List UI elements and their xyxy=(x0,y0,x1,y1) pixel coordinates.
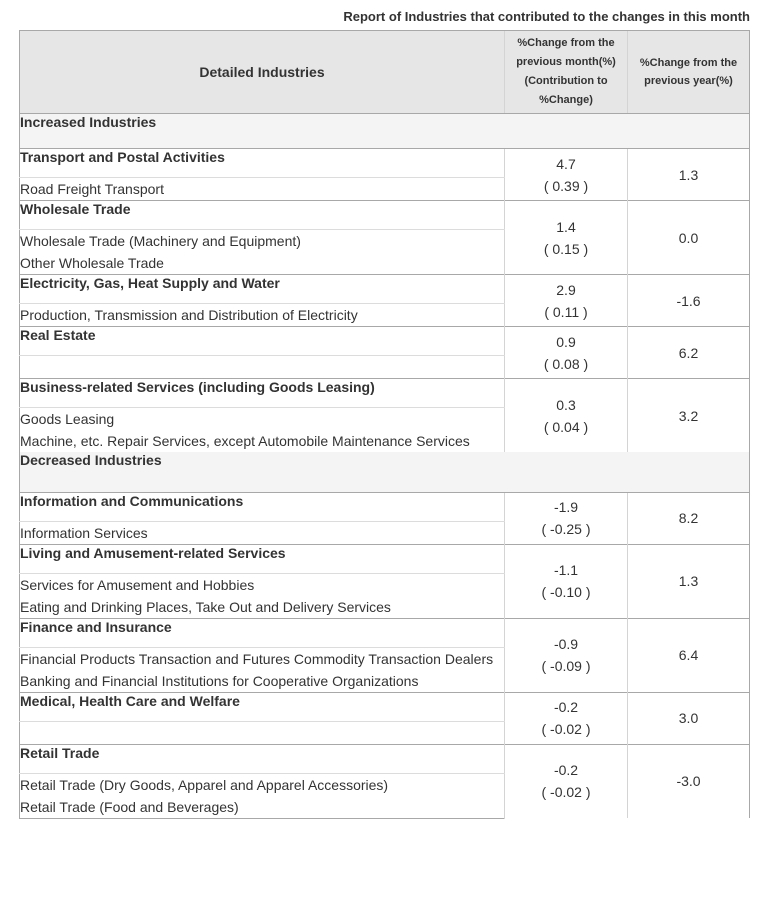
year-change-value: 6.2 xyxy=(628,327,750,379)
month-change-cell xyxy=(505,327,628,379)
section-row xyxy=(20,114,750,149)
month-change-value: -1.9 xyxy=(553,499,579,515)
year-change-value: 3.2 xyxy=(628,379,750,453)
month-change-value: 2.9 xyxy=(556,281,576,298)
sub-industries xyxy=(20,178,505,201)
month-change-value: 0.3 xyxy=(556,396,576,413)
sub-industry-name: Banking and Financial Institutions for Cooperative Organizations xyxy=(20,672,419,689)
industry-row xyxy=(20,275,750,304)
contribution-value: ( 0.08 ) xyxy=(543,355,589,372)
contribution-value: ( -0.02 ) xyxy=(541,784,591,801)
contribution-value: ( -0.09 ) xyxy=(541,658,591,674)
header-month-change: %Change from the previous month(%) (Contribution to %Change) xyxy=(505,31,628,114)
sub-industry-name: Retail Trade (Food and Beverages) xyxy=(20,798,239,815)
month-change-cell xyxy=(505,744,628,818)
sub-industry-name: Information Services xyxy=(20,524,148,541)
year-change-value: 0.0 xyxy=(628,201,750,275)
year-change-value: 1.3 xyxy=(628,149,750,201)
contribution-value: ( 0.15 ) xyxy=(543,240,589,257)
month-change-value: -1.1 xyxy=(553,562,579,578)
month-change-cell xyxy=(505,149,628,201)
month-change-value: -0.2 xyxy=(553,762,579,779)
sub-industries xyxy=(20,304,505,327)
sub-industry-name: Wholesale Trade (Machinery and Equipment) xyxy=(20,233,301,249)
section-label: Increased Industries xyxy=(20,114,750,149)
contribution-value: ( 0.11 ) xyxy=(544,303,588,320)
month-change-value: 1.4 xyxy=(556,218,576,235)
header-row xyxy=(20,31,750,114)
sub-industry-name: Production, Transmission and Distribution of Electricity xyxy=(20,307,358,323)
industry-row xyxy=(20,327,750,356)
month-change-cell xyxy=(505,544,628,618)
sub-industry-name: Machine, etc. Repair Services, except Automobile Maintenance Services xyxy=(20,433,470,449)
sub-industries xyxy=(20,573,505,618)
year-change-value: -3.0 xyxy=(628,744,750,818)
month-change-value: 4.7 xyxy=(556,155,576,172)
year-change-value: 3.0 xyxy=(628,692,750,744)
industries-table xyxy=(19,30,750,819)
sub-industry-name: Financial Products Transaction and Futures Commodity Transaction Dealers xyxy=(20,650,494,667)
sub-industries xyxy=(20,408,505,453)
header-detailed-industries: Detailed Industries xyxy=(20,31,505,114)
year-change-value: 1.3 xyxy=(628,544,750,618)
sub-industries xyxy=(20,356,505,379)
industry-name: Medical, Health Care and Welfare xyxy=(20,692,505,721)
industry-name: Transport and Postal Activities xyxy=(20,149,505,178)
contribution-value: ( 0.39 ) xyxy=(543,177,589,194)
month-change-value: -0.9 xyxy=(553,636,579,652)
month-change-cell xyxy=(505,692,628,744)
section-row xyxy=(20,452,750,492)
sub-industry-name xyxy=(20,722,504,744)
sub-industry-name: Other Wholesale Trade xyxy=(20,255,164,271)
month-change-cell xyxy=(505,618,628,692)
year-change-value: -1.6 xyxy=(628,275,750,327)
year-change-value: 6.4 xyxy=(628,618,750,692)
industry-name: Information and Communications xyxy=(20,492,505,521)
industry-row xyxy=(20,744,750,773)
month-change-cell xyxy=(505,379,628,453)
month-change-cell xyxy=(505,201,628,275)
industry-row xyxy=(20,201,750,230)
sub-industry-name: Services for Amusement and Hobbies xyxy=(20,576,255,593)
contribution-value: ( -0.02 ) xyxy=(541,721,591,737)
industry-row xyxy=(20,379,750,408)
sub-industries xyxy=(20,230,505,275)
sub-industries xyxy=(20,647,505,692)
industry-row xyxy=(20,492,750,521)
sub-industry-name: Eating and Drinking Places, Take Out and Delivery Services xyxy=(20,598,391,615)
sub-industries xyxy=(20,521,505,544)
industry-name: Electricity, Gas, Heat Supply and Water xyxy=(20,275,505,304)
sub-industry-name: Retail Trade (Dry Goods, Apparel and Apparel Accessories) xyxy=(20,776,389,793)
sub-industry-name: Goods Leasing xyxy=(20,411,115,427)
month-change-value: 0.9 xyxy=(556,333,576,350)
contribution-value: ( -0.10 ) xyxy=(541,584,591,600)
industry-name: Living and Amusement-related Services xyxy=(20,544,505,573)
contribution-value: ( 0.04 ) xyxy=(543,418,589,435)
year-change-value: 8.2 xyxy=(628,492,750,544)
contribution-value: ( -0.25 ) xyxy=(541,521,591,537)
sub-industry-name xyxy=(20,356,504,378)
industry-row xyxy=(20,544,750,573)
industry-row xyxy=(20,692,750,721)
industry-name: Real Estate xyxy=(20,327,505,356)
industry-name: Wholesale Trade xyxy=(20,201,505,230)
industry-name: Finance and Insurance xyxy=(20,618,505,647)
report-caption: Report of Industries that contributed to the changes in this month xyxy=(343,9,750,24)
industry-name: Retail Trade xyxy=(20,744,505,773)
industry-row xyxy=(20,149,750,178)
sub-industries xyxy=(20,721,505,744)
month-change-value: -0.2 xyxy=(553,699,579,715)
sub-industries xyxy=(20,773,505,818)
header-year-change: %Change from the previous year(%) xyxy=(628,31,750,114)
sub-industry-name: Road Freight Transport xyxy=(20,181,164,197)
month-change-cell xyxy=(505,275,628,327)
industry-row xyxy=(20,618,750,647)
month-change-cell xyxy=(505,492,628,544)
industry-name: Business-related Services (including Goods Leasing) xyxy=(20,379,505,408)
section-label: Decreased Industries xyxy=(20,452,750,492)
